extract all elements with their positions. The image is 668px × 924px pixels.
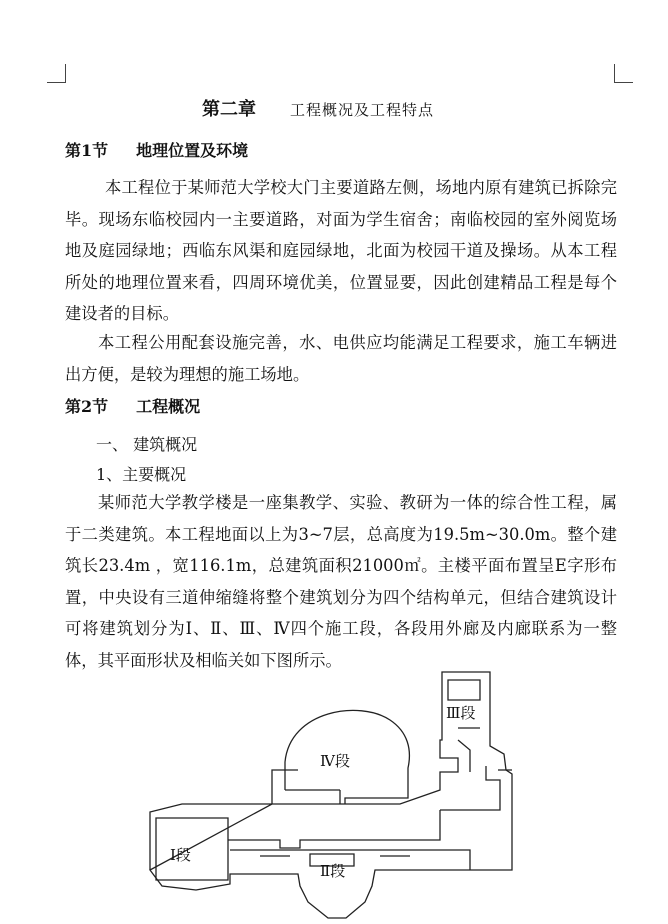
section-2-heading xyxy=(65,394,200,417)
crop-mark-top-right xyxy=(614,64,633,83)
segment-2-label: Ⅱ段 xyxy=(320,862,346,880)
section-2-title: 工程概况 xyxy=(136,397,201,416)
section-1-paragraph-1: 本工程位于某师范大学校大门主要道路左侧，场地内原有建筑已拆除完毕。现场东临校园内一主要道路，对面为学生宿舍；南临校园的室外阅览场地及庭园绿地；西临东风渠和庭园绿地，北面为校园干道及操场。从本工程所处的地理位置来看，四周环境优美，位置显要，因此创建精品工程是每个建设者的目标。 xyxy=(65,178,617,323)
subheading-main-overview: 1、主要概况 xyxy=(96,465,187,484)
floor-plan-diagram xyxy=(140,670,540,924)
section-1-heading xyxy=(65,138,248,161)
section-2-paragraph: 某师范大学教学楼是一座集教学、实验、教研为一体的综合性工程，属于二类建筑。本工程地面以上为3~7层，总高度为19.5m~30.0m。整个建筑长23.4m ，宽116.1m，总建筑面积21000㎡。主楼平面布置呈E字形布置，中央设有三道伸缩缝将整个建筑划分为四个结构单元，但结合建筑设计可将建筑划分为Ⅰ、Ⅱ、Ⅲ、Ⅳ四个施工段，各段用外廊及内廊联系为一整体，其平面形状及相临关如下图所示。 xyxy=(65,493,617,670)
segment-1-label: Ⅰ段 xyxy=(170,846,191,864)
section-1-title: 地理位置及环境 xyxy=(136,141,249,160)
segment-3-label: Ⅲ段 xyxy=(446,704,476,722)
section-1-paragraph-2: 本工程公用配套设施完善，水、电供应均能满足工程要求，施工车辆进出方便，是较为理想的施工场地。 xyxy=(65,333,617,384)
subheading-building-overview: 一、 建筑概况 xyxy=(96,435,198,454)
segment-4-label: Ⅳ段 xyxy=(320,752,350,770)
section-2-number: 第2节 xyxy=(65,397,109,416)
chapter-number: 第二章 xyxy=(202,99,256,120)
chapter-title: 工程概况及工程特点 xyxy=(290,101,435,119)
crop-mark-top-left xyxy=(47,64,66,83)
section-1-number: 第1节 xyxy=(65,141,109,160)
chapter-heading xyxy=(202,95,434,121)
